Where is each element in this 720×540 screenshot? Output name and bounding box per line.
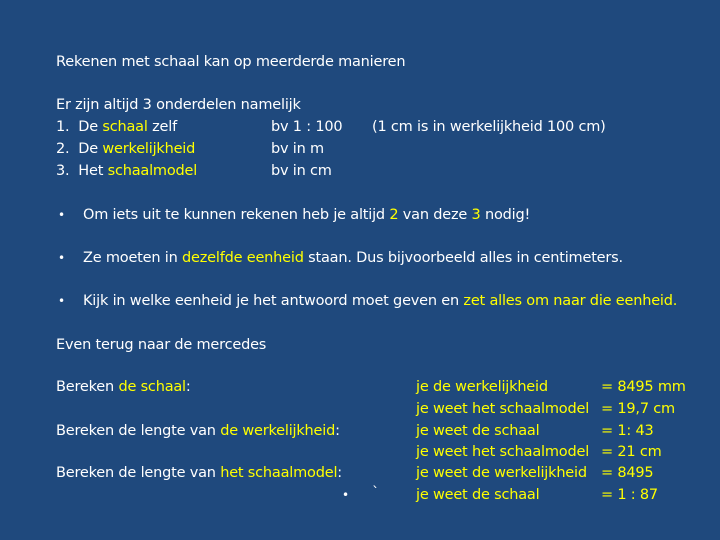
list-text-pre: Het — [78, 163, 108, 179]
given-value: = 8495 — [601, 465, 654, 481]
highlight-het-schaalmodel: het schaalmodel — [220, 465, 338, 481]
section-heading: Even terug naar de mercedes — [56, 337, 267, 353]
list-example-2: bv in m — [271, 141, 324, 157]
given-value: = 1 : 87 — [601, 487, 658, 503]
highlight-werkelijkheid: werkelijkheid — [102, 141, 196, 157]
given-label: je weet de werkelijkheid — [416, 465, 587, 481]
list-note-1: (1 cm is in werkelijkheid 100 cm) — [372, 119, 606, 135]
bullet-text-1: Om iets uit te kunnen rekenen heb je altijd 2 van deze 3 nodig! — [83, 207, 531, 223]
list-item-1 — [56, 118, 177, 136]
bullet-dot: • — [58, 294, 66, 308]
list-item-3 — [56, 162, 197, 180]
given-label: je weet de schaal — [416, 487, 540, 503]
list-text-pre: De — [78, 119, 103, 135]
list-number: 1. — [56, 119, 70, 135]
highlight-de-schaal: de schaal — [118, 379, 186, 395]
task-schaal: Bereken de schaal: — [56, 379, 191, 395]
bullet-text-3: Kijk in welke eenheid je het antwoord moet geven en zet alles om naar die eenheid. — [83, 293, 678, 309]
list-text-post: zelf — [147, 119, 177, 135]
highlight-zet-alles-om: zet alles om naar die eenheid. — [463, 293, 678, 309]
highlight-2: 2 — [389, 207, 399, 223]
list-example-3: bv in cm — [271, 163, 332, 179]
list-item-2 — [56, 140, 195, 158]
given-value: = 1: 43 — [601, 423, 654, 439]
intro-text: Er zijn altijd 3 onderdelen namelijk — [56, 97, 301, 113]
list-text-pre: De — [78, 141, 103, 157]
highlight-schaalmodel: schaalmodel — [107, 163, 198, 179]
slide-title: Rekenen met schaal kan op meerderde manieren — [56, 54, 406, 70]
given-value: = 8495 mm — [601, 379, 686, 395]
list-number: 3. — [56, 163, 70, 179]
bullet-dot: • — [58, 208, 66, 222]
bullet-dot: • — [58, 251, 66, 265]
highlight-schaal: schaal — [102, 119, 148, 135]
given-label: je de werkelijkheid — [416, 379, 548, 395]
given-label: je weet de schaal — [416, 423, 540, 439]
highlight-dezelfde-eenheid: dezelfde eenheid — [182, 250, 304, 266]
stray-bullet: • — [342, 488, 350, 502]
given-value: = 19,7 cm — [601, 401, 675, 417]
list-number: 2. — [56, 141, 70, 157]
given-label: je weet het schaalmodel — [416, 401, 590, 417]
given-value: = 21 cm — [601, 444, 662, 460]
stray-tick: ` — [372, 485, 380, 501]
highlight-3: 3 — [471, 207, 481, 223]
highlight-de-werkelijkheid: de werkelijkheid — [220, 423, 336, 439]
bullet-text-2: Ze moeten in dezelfde eenheid staan. Dus bijvoorbeeld alles in centimeters. — [83, 250, 623, 266]
given-label: je weet het schaalmodel — [416, 444, 590, 460]
task-werkelijkheid: Bereken de lengte van de werkelijkheid: — [56, 423, 340, 439]
list-example-1: bv 1 : 100 — [271, 119, 343, 135]
task-schaalmodel: Bereken de lengte van het schaalmodel: — [56, 465, 342, 481]
